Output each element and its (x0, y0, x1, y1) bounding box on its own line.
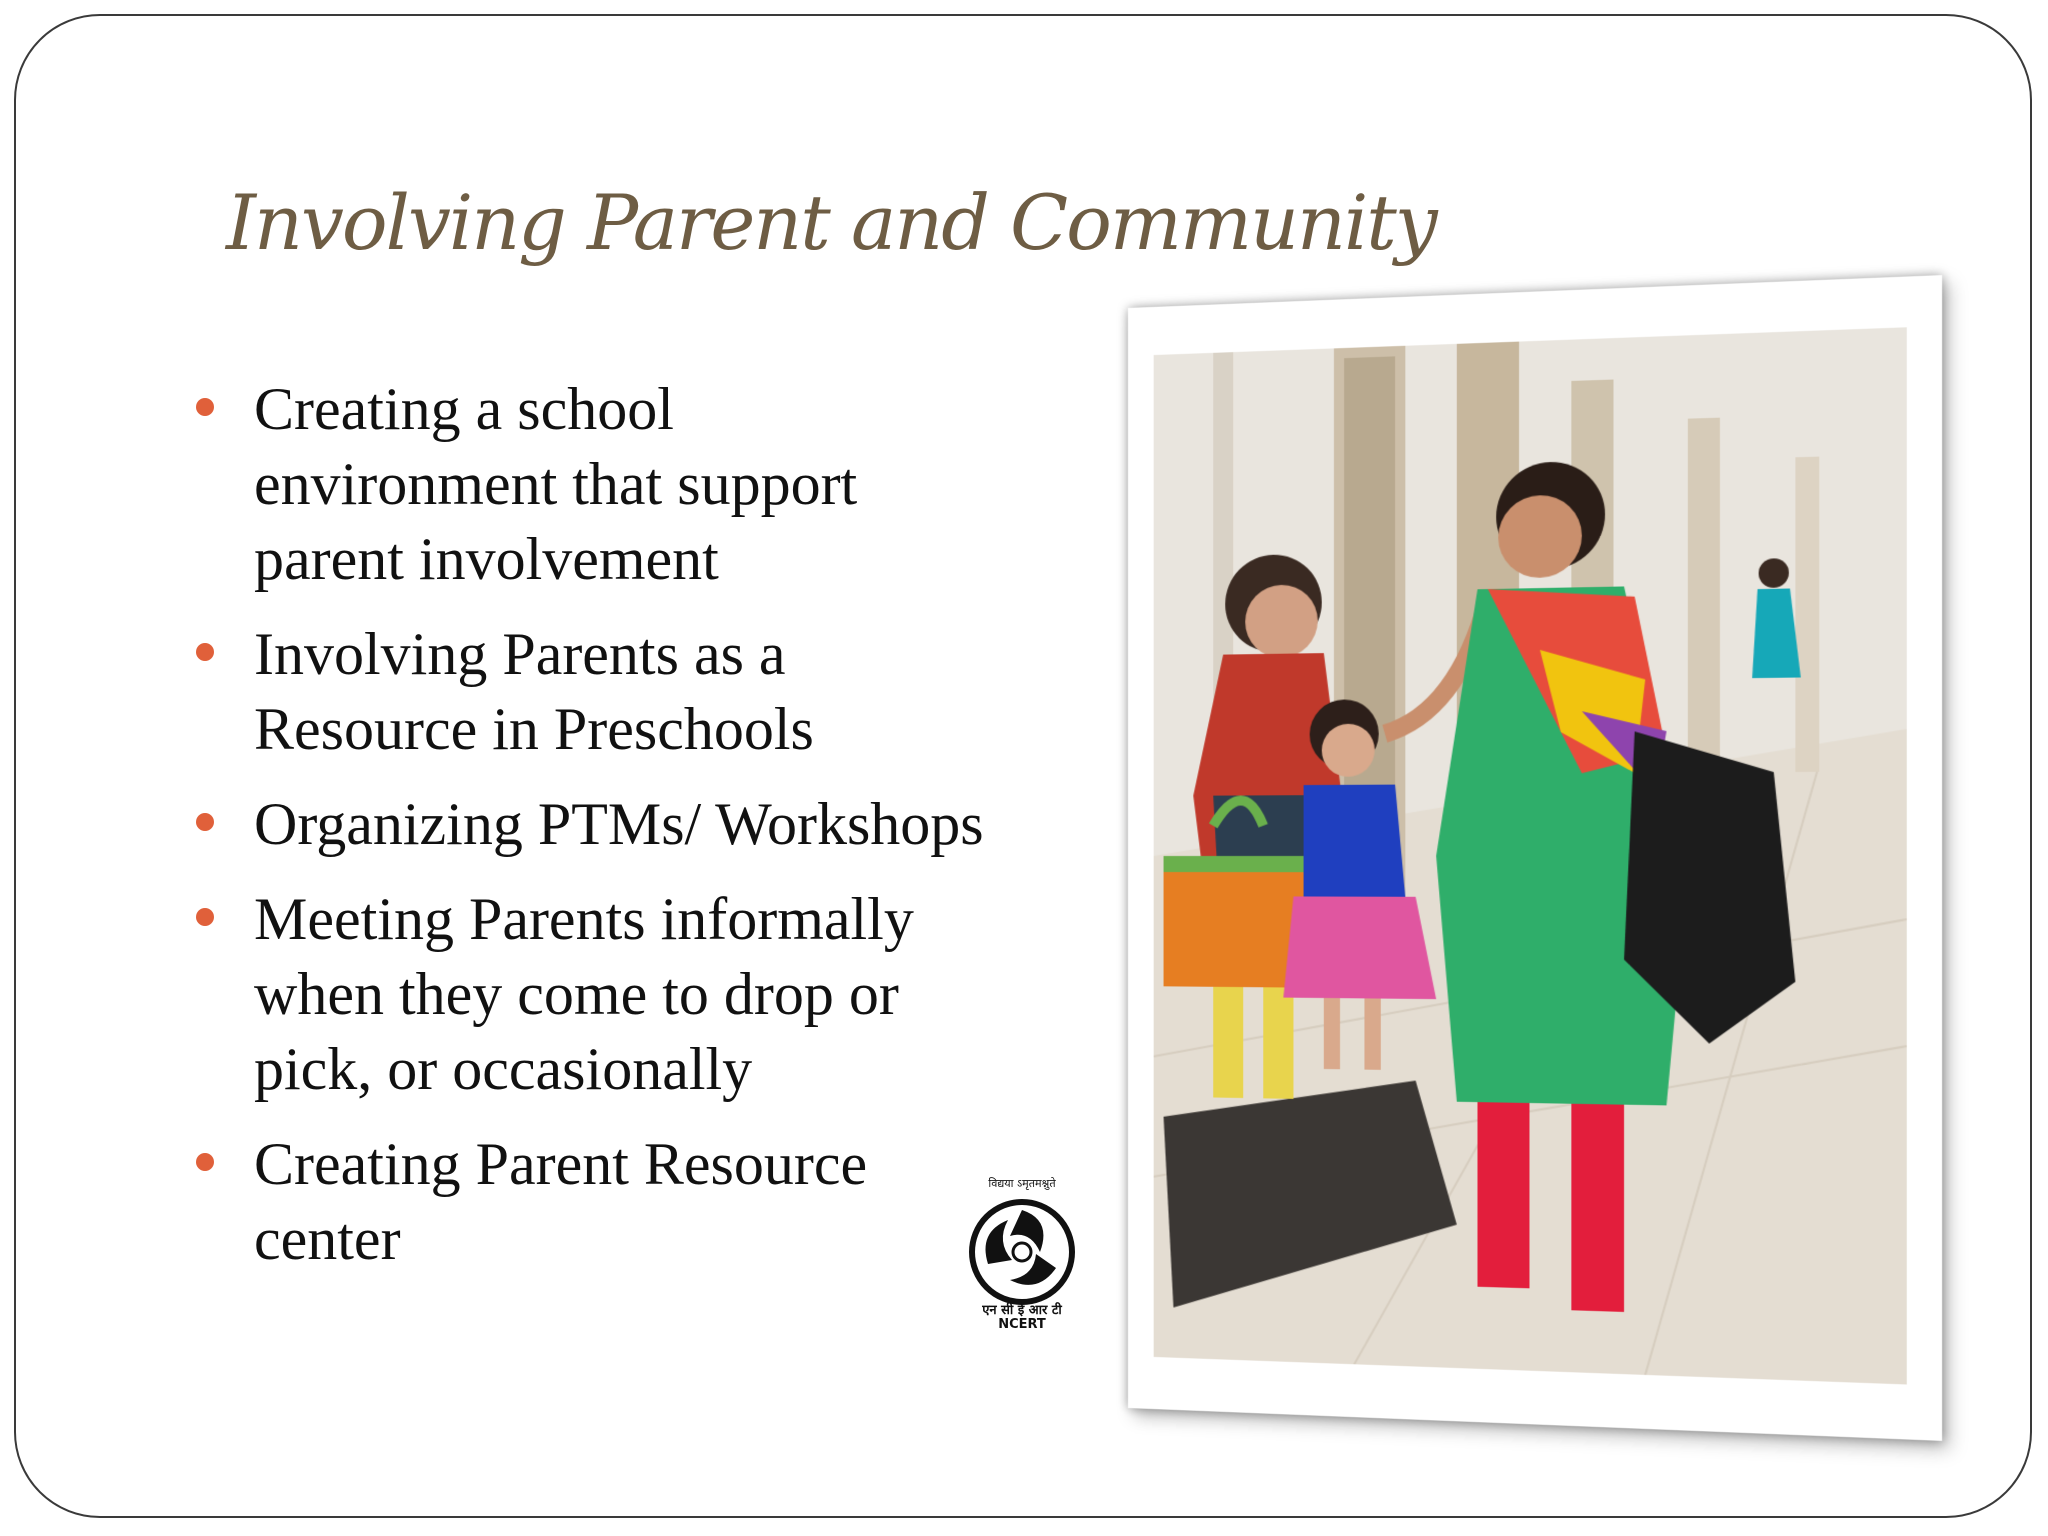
photograph-image (1154, 327, 1907, 1384)
bullet-dot-icon (196, 813, 214, 831)
photograph-parents-child-icon (1154, 327, 1907, 1384)
logo-name: एन सी ई आर टी NCERT (982, 1303, 1062, 1332)
bullet-dot-icon (196, 643, 214, 661)
ncert-logo (960, 1176, 1084, 1336)
bullet-dot-icon (196, 398, 214, 416)
bullet-item: Involving Parents as a Resource in Preschools (190, 617, 990, 767)
bullet-item: Creating a school environment that support parent involvement (190, 372, 990, 597)
bullet-item: Organizing PTMs/ Workshops (190, 787, 990, 862)
bullet-dot-icon (196, 1153, 214, 1171)
bullet-dot-icon (196, 908, 214, 926)
bullet-list (190, 372, 990, 1297)
photo-frame (1128, 275, 1942, 1441)
bullet-item: Meeting Parents informally when they come to drop or pick, or occasionally (190, 882, 990, 1107)
slide-title: Involving Parent and Community (226, 178, 1436, 267)
bullet-item: Creating Parent Resource center (190, 1127, 990, 1277)
logo-motto: विद्यया ऽमृतमश्नुते (988, 1177, 1056, 1190)
ncert-emblem-icon (960, 1190, 1084, 1314)
